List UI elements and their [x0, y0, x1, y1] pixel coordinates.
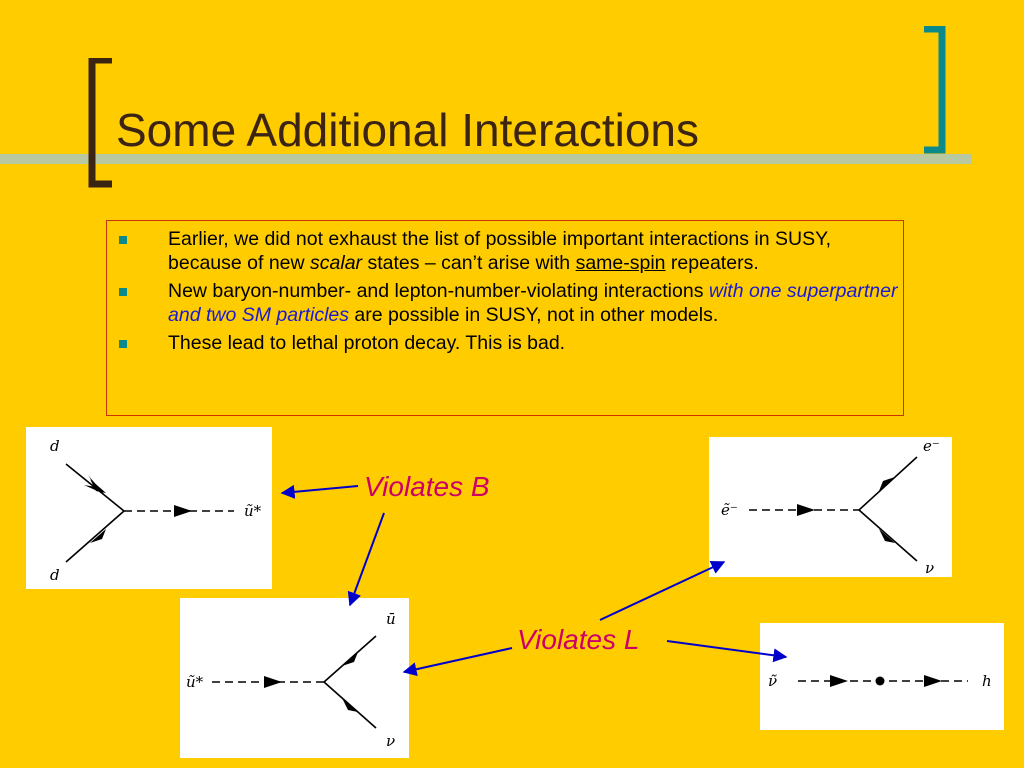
bullet-1-same-spin: same-spin — [575, 252, 666, 274]
bullet-1-text-c: repeaters. — [665, 252, 759, 274]
bullet-list — [107, 221, 903, 355]
bullet-square-icon — [119, 340, 127, 348]
bullet-1-scalar: scalar — [310, 252, 363, 274]
arrow-b-to-diagram-2 — [350, 513, 384, 605]
bullet-2-text-a: New baryon-number- and lepton-number-violating interactions — [168, 280, 709, 302]
right-bracket — [922, 26, 952, 156]
violates-l-label: Violates L — [517, 624, 640, 655]
arrow-l-to-diagram-2 — [404, 648, 512, 672]
label-d-top: d — [50, 437, 60, 455]
feynman-diagram-dd-usquark — [26, 427, 272, 589]
bullet-1-text-b: states – can’t arise with — [362, 252, 576, 274]
bullet-item-1 — [107, 227, 903, 275]
label-nu: ν — [386, 732, 396, 750]
bullet-2-highlight: with one superpartner and two SM particles — [168, 280, 898, 326]
label-d-bottom: d — [50, 566, 60, 584]
bullet-1-text-a: Earlier, we did not exhaust the list of possible important interactions in SUSY, because of new — [168, 228, 831, 274]
left-bracket — [86, 58, 116, 188]
bullet-2-text-b: are possible in SUSY, not in other models. — [349, 304, 719, 326]
bullet-box — [106, 220, 904, 416]
feynman-diagram-sneutrino-higgs — [760, 623, 1004, 730]
violates-b-label: Violates B — [364, 471, 490, 502]
label-usquark-star: ũ* — [244, 502, 262, 520]
label-ubar: ū — [386, 610, 396, 628]
bullet-3-text: These lead to lethal proton decay. This is bad. — [168, 332, 566, 354]
label-electron: e⁻ — [923, 437, 940, 455]
label-selectron: ẽ⁻ — [721, 501, 738, 519]
bullet-item-2 — [107, 279, 903, 327]
bullet-square-icon — [119, 288, 127, 296]
arrow-b-to-diagram-1 — [282, 486, 358, 493]
label-higgs: h — [982, 672, 992, 690]
label-nu-out: ν — [925, 559, 935, 577]
slide-title: Some Additional Interactions — [116, 104, 700, 156]
bullet-item-3 — [107, 331, 903, 355]
label-usquark-star-in: ũ* — [186, 673, 204, 691]
bullet-square-icon — [119, 236, 127, 244]
feynman-diagram-usquark-ubar-nu — [180, 598, 409, 758]
label-sneutrino: ν̃ — [768, 672, 778, 690]
arrow-l-to-diagram-3 — [600, 562, 724, 620]
feynman-diagram-selectron-e-nu — [709, 437, 952, 577]
